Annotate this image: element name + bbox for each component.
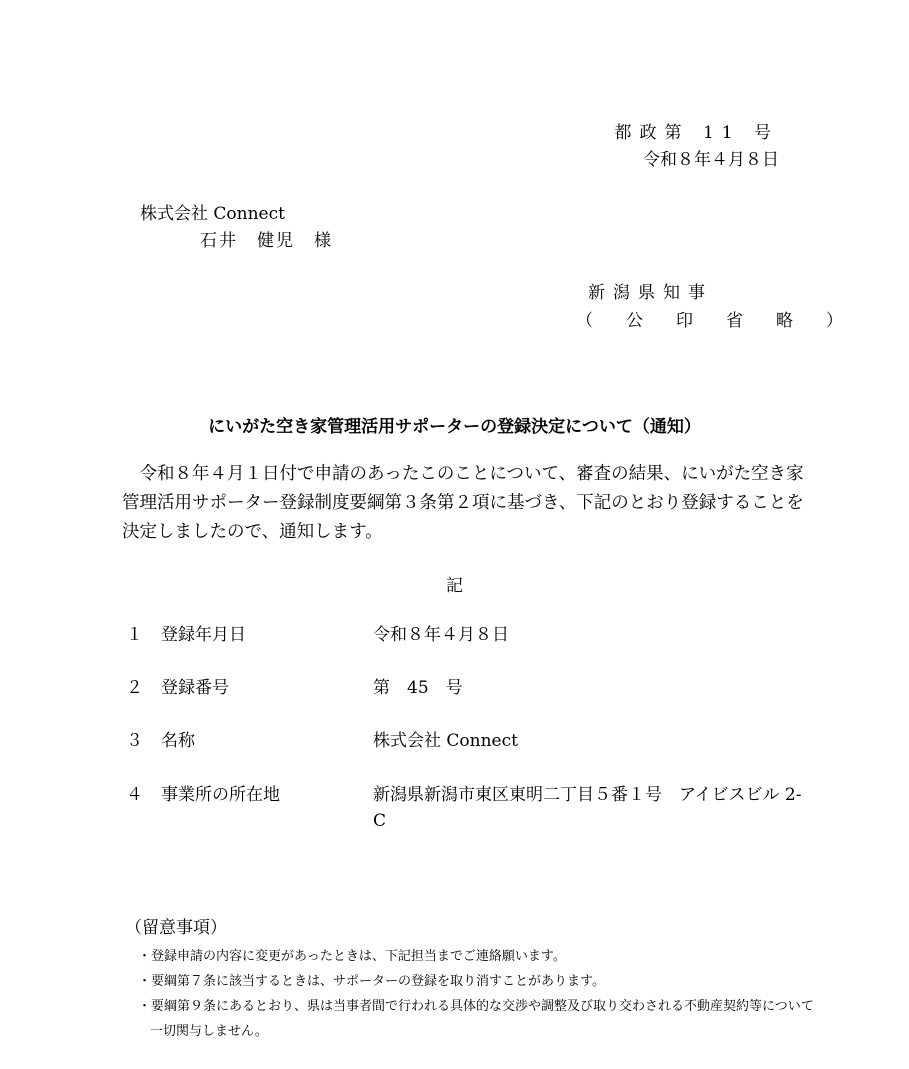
document-date: 令和８年４月８日	[643, 150, 779, 170]
item-label: 登録番号	[161, 678, 229, 698]
list-item	[126, 675, 816, 701]
item-value: 第 45 号	[373, 678, 463, 698]
addressee-person: 石井 健児 様	[200, 231, 333, 251]
item-value: 新潟県新潟市東区東明二丁目５番１号 アイビスビル 2-C	[373, 785, 802, 831]
item-label: 名称	[161, 731, 195, 751]
item-number: ３	[126, 731, 143, 751]
issuer-block	[576, 279, 851, 335]
note-item: ・要綱第７条に該当するときは、サポーターの登録を取り消すことがあります。	[138, 974, 605, 989]
item-number: １	[126, 625, 143, 645]
note-item: ・要綱第９条にあるとおり、県は当事者間で行われる具体的な交渉や調整及び取り交わされる不動産契約等について一切関与しません。	[138, 999, 814, 1039]
item-label: 事業所の所在地	[161, 785, 280, 805]
notes-list	[138, 944, 818, 1044]
issuer-name: 新潟県知事	[588, 283, 713, 303]
seal-note: （ 公 印 省 略 ）	[576, 311, 851, 331]
notes-heading: （留意事項）	[125, 918, 227, 938]
document-number: 都政第 11 号	[614, 123, 779, 143]
list-item	[126, 782, 816, 834]
document-title: にいがた空き家管理活用サポーターの登録決定について（通知）	[208, 417, 701, 437]
item-value: 令和８年４月８日	[373, 625, 509, 645]
ki-heading: 記	[446, 576, 463, 596]
item-number: ２	[126, 678, 143, 698]
item-number: ４	[126, 785, 143, 805]
item-value: 株式会社 Connect	[373, 731, 518, 751]
list-item	[126, 728, 816, 754]
list-item	[126, 622, 816, 648]
addressee-company: 株式会社 Connect	[140, 204, 285, 224]
reference-block	[615, 120, 779, 174]
item-label: 登録年月日	[161, 625, 246, 645]
body-paragraph: 令和８年４月１日付で申請のあったこのことについて、審査の結果、にいがた空き家管理活用サポーター登録制度要綱第３条第２項に基づき、下記のとおり登録することを決定しましたので、通知します。	[122, 464, 804, 542]
note-item: ・登録申請の内容に変更があったときは、下記担当までご連絡願います。	[138, 949, 566, 964]
addressee-block	[140, 201, 333, 255]
